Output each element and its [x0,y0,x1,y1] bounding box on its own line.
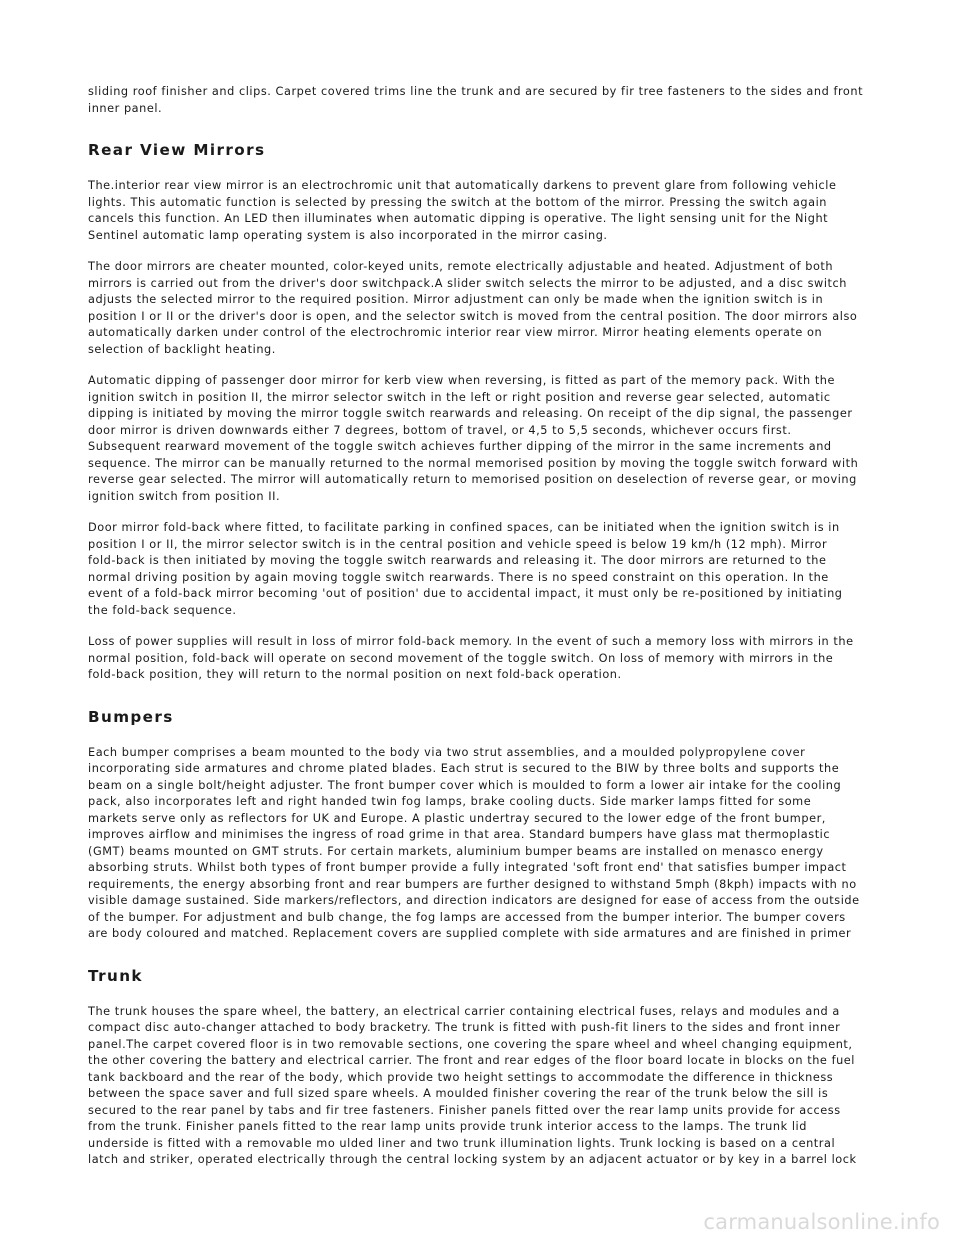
paragraph: The trunk houses the spare wheel, the battery, an electrical carrier containing electrical fuses, relays and modules and a compact disc auto-changer attached to body bracketry. The trunk is fitted with push-fit liners to the sides and front inner panel.The carpet covered floor is in two removable sections, one covering the spare wheel and wheel changing equipment, the other covering the battery and electrical carrier. The front and rear edges of the floor board locate in blocks on the fuel tank backboard and the rear of the body, which provide two height settings to accommodate the difference in thickness between the space saver and full sized spare wheels. A moulded finisher covering the rear of the trunk below the sill is secured to the rear panel by tabs and fir tree fasteners. Finisher panels fitted over the rear lamp units provide for access from the trunk. Finisher panels fitted to the rear lamp units provide trunk interior access to the lamps. The trunk lid underside is fitted with a removable mo ulded liner and two trunk illumination lights. Trunk locking is based on a central latch and striker, operated electrically through the central locking system by an adjacent actuator or by key in a barrel lock [88,1004,857,1166]
section-rear-view-mirrors [88,141,878,684]
paragraph: Automatic dipping of passenger door mirror for kerb view when reversing, is fitted as part of the memory pack. With the ignition switch in position II, the mirror selector switch in the left or right position and reverse gear selected, automatic dipping is initiated by moving the mirror toggle switch rearwards and releasing. On receipt of the dip signal, the passenger door mirror is driven downwards either 7 degrees, bottom of travel, or 4,5 to 5,5 seconds, whichever occurs first. Subsequent rearward movement of the toggle switch achieves further dipping of the mirror in the same increments and sequence. The mirror can be manually returned to the normal memorised position by moving the toggle switch forward with reverse gear selected. The mirror will automatically return to memorised position on deselection of reverse gear, or moving ignition switch from position II. [88,374,859,503]
watermark: carmanualsonline.info [703,1210,940,1234]
section-heading: Rear View Mirrors [88,141,266,159]
section-trunk [88,967,878,1169]
section-heading: Bumpers [88,707,174,726]
paragraph: Each bumper comprises a beam mounted to the body via two strut assemblies, and a moulded polypropylene cover incorporating side armatures and chrome plated blades. Each strut is secured to the BIW by three bolts and supports the beam on a single bolt/height adjuster. The front bumper cover which is moulded to form a lower air intake for the cooling pack, also incorporates left and right handed twin fog lamps, brake cooling ducts. Side marker lamps fitted for some markets serve only as reflectors for UK and Europe. A plastic undertray secured to the lower edge of the front bumper, improves airflow and minimises the ingress of road grime in that area. Standard bumpers have glass mat thermoplastic (GMT) beams mounted on GMT struts. For certain markets, aluminium bumper beams are installed on menasco energy absorbing struts. Whilst both types of front bumper provide a fully integrated 'soft front end' that satisfies bumper impact requirements, the energy absorbing front and rear bumpers are further designed to withstand 5mph (8kph) impacts with no visible damage sustained. Side markers/reflectors, and direction indicators are designed for ease of access from the outside of the bumper. For adjustment and bulb change, the fog lamps are accessed from the bumper interior. The bumper covers are body coloured and matched. Replacement covers are supplied complete with side armatures and are finished in primer [88,745,860,940]
intro-paragraph: sliding roof finisher and clips. Carpet covered trims line the trunk and are secured by fir tree fasteners to the sides and front inner panel. [88,85,864,115]
section-bumpers [88,708,878,943]
paragraph: The door mirrors are cheater mounted, color-keyed units, remote electrically adjustable and heated. Adjustment of both mirrors is carried out from the driver's door switchpack.A slider switch selects the mirror to be adjusted, and a disc switch adjusts the selected mirror to the required position. Mirror adjustment can only be made when the ignition switch is in position I or II or the driver's door is open, and the selector switch is moved from the central position. The door mirrors also automatically darken under control of the electrochromic interior rear view mirror. Mirror heating elements operate on selection of backlight heating. [88,260,858,356]
paragraph: Loss of power supplies will result in loss of mirror fold-back memory. In the event of such a memory loss with mirrors in the normal position, fold-back will operate on second movement of the toggle switch. On loss of memory with mirrors in the fold-back position, they will return to the normal position on next fold-back operation. [88,635,854,681]
document-page [88,84,878,1184]
section-heading: Trunk [88,966,143,985]
paragraph: Door mirror fold-back where fitted, to facilitate parking in confined spaces, can be initiated when the ignition switch is in position I or II, the mirror selector switch is in the central position and vehicle speed is below 19 km/h (12 mph). Mirror fold-back is then initiated by moving the toggle switch rearwards and releasing it. The door mirrors are returned to the normal driving position by again moving toggle switch rearwards. There is no speed constraint on this operation. In the event of a fold-back mirror becoming 'out of position' due to accidental impact, it must only be re-positioned by initiating the fold-back sequence. [88,521,843,617]
paragraph: The.interior rear view mirror is an electrochromic unit that automatically darkens to prevent glare from following vehicle lights. This automatic function is selected by pressing the switch at the bottom of the mirror. Pressing the switch again cancels this function. An LED then illuminates when automatic dipping is operative. The light sensing unit for the Night Sentinel automatic lamp operating system is also incorporated in the mirror casing. [88,179,837,242]
